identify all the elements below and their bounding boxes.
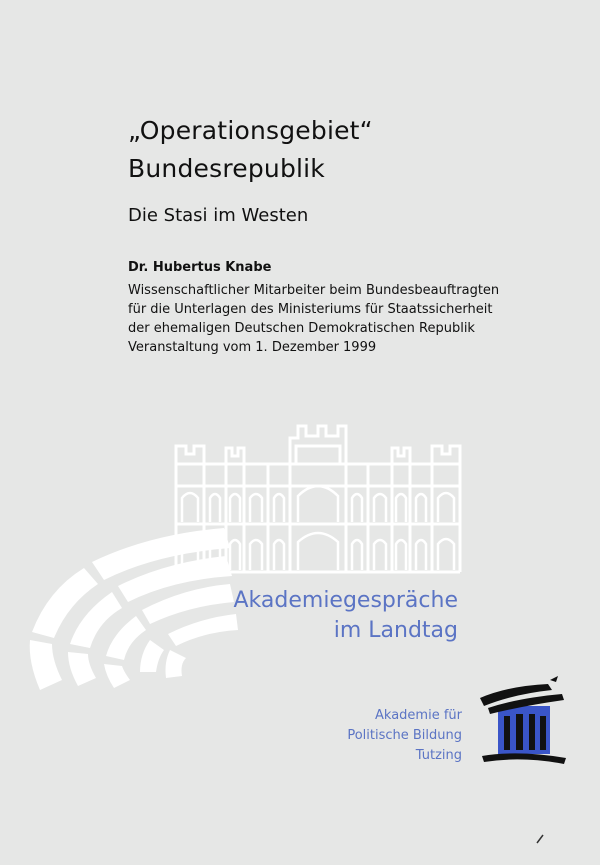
publisher-line: Akademie für	[375, 708, 462, 723]
description-line: der ehemaligen Deutschen Demokratischen Republik	[128, 321, 475, 336]
publisher-line: Politische Bildung	[347, 728, 462, 743]
publisher-line: Tutzing	[415, 748, 462, 763]
title-line-1: „Operationsgebiet“	[128, 116, 373, 145]
series-line-2: im Landtag	[333, 618, 458, 643]
author-description	[128, 281, 499, 357]
series-title	[234, 586, 459, 646]
plenary-arcs-icon	[0, 522, 260, 702]
description-line: Wissenschaftlicher Mitarbeiter beim Bundesbeauftragten	[128, 283, 500, 298]
author-name: Dr. Hubertus Knabe	[128, 260, 272, 275]
series-line-1: Akademiegespräche	[233, 588, 458, 613]
title-line-2: Bundesrepublik	[128, 154, 325, 183]
page-title	[128, 112, 373, 188]
publisher-name	[347, 706, 462, 766]
description-line: Veranstaltung vom 1. Dezember 1999	[128, 340, 377, 355]
subtitle: Die Stasi im Westen	[128, 205, 309, 226]
academy-logo-icon	[478, 676, 568, 768]
description-line: für die Unterlagen des Ministeriums für Staatssicherheit	[128, 302, 493, 317]
pen-mark-icon	[536, 834, 544, 844]
